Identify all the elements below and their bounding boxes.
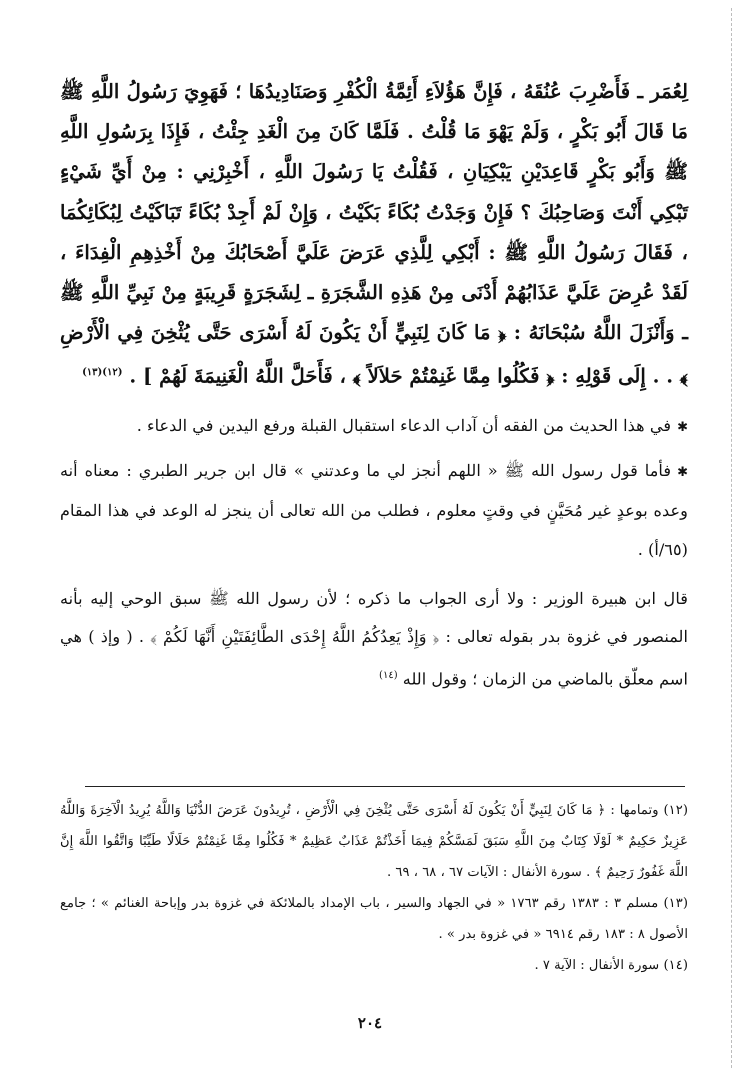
hadith-text: لِعُمَر ـ فَأَضْرِبَ عُنُقَهُ ، فَإِنَّ هَؤُلاَءِ أَئِمَّةُ الْكُفْرِ وَصَنَادِيدُهَا ؛ فَهَوِيَ رَسُولُ اللَّهِ ﷺ مَا قَالَ أَبُو بَكْرٍ ، وَلَمْ يَهْوَ مَا قُلْتُ . فَلَمَّا كَانَ مِنَ الْغَدِ جِئْتُ ، فَإِذَا بِرَسُولِ اللَّهِ ﷺ وَأَبُو بَكْرٍ قَاعِدَيْنِ يَبْكِيَانِ ، فَقُلْتُ يَا رَسُولَ اللَّهِ ، أَخْبِرْنِي : مِنْ أَيِّ شَيْءٍ تَبْكِي أَنْتَ وَصَاحِبُكَ ؟ فَإِنْ وَجَدْتُ بُكَاءً بَكَيْتُ ، وَإِنْ لَمْ أَجِدْ بُكَاءً تَبَاكَيْتُ لِبُكَائِكُمَا ، فَقَالَ رَسُولُ اللَّهِ ﷺ : أَبْكِي لِلَّذِي عَرَضَ عَلَيَّ أَصْحَابُكَ مِنْ أَخْذِهِمِ الْفِدَاءَ ، لَقَدْ عُرِضَ عَلَيَّ عَذَابُهُمْ أَدْنَى مِنْ هَذِهِ الشَّجَرَةِ ـ لِشَجَرَةٍ قَرِيبَةٍ مِنْ نَبِيِّ اللَّهِ ﷺ ـ وَأَنْزَلَ اللَّهُ سُبْحَانَهُ : ﴿ مَا كَانَ لِنَبِيٍّ أَنْ يَكُونَ لَهُ أَسْرَى حَتَّى يُثْخِنَ فِي الْأَرْضِ ﴾ . . إِلَى قَوْلِهِ : ﴿ فَكُلُوا مِمَّا غَنِمْتُمْ حَلاَلاً ﴾ ، فَأَحَلَّ اللَّهُ الْغَنِيمَةَ لَهُمْ ] . — [60, 80, 688, 388]
footnote-ref-12: (١٢) — [102, 367, 123, 379]
fiqh-note-paragraph — [60, 407, 688, 448]
footnote-ref-13: (١٣) — [82, 367, 103, 379]
main-text — [60, 72, 688, 699]
page-number: ٢٠٤ — [357, 1014, 383, 1032]
footnote-14: (١٤) سورة الأنفال : الآية ٧ . — [534, 958, 688, 973]
bullet-star-icon: ✱ — [677, 420, 688, 436]
tabari-note-text: فأما قول رسول الله ﷺ « اللهم أنجز لي ما وعدتني » قال ابن جرير الطبري : معناه أنه وعده بوعدٍ غير مُحَيَّنٍ في وقتٍ معلوم ، فطلب من الله تعالى أن ينجز له الوعد في هذا المقام (٦٥/أ) . — [60, 460, 688, 559]
tabari-note-paragraph — [60, 452, 688, 570]
footnote-ref-14: (١٤) — [379, 669, 398, 681]
footnote-13: (١٣) مسلم ٣ : ١٣٨٣ رقم ١٧٦٣ « في الجهاد والسير ، باب الإمداد بالملائكة في غزوة بدر وإباحة الغنائم » ؛ جامع الأصول ٨ : ١٨٣ رقم ٦٩١٤ « في غزوة بدر » . — [60, 896, 688, 942]
ibn-hubayra-text: قال ابن هبيرة الوزير : ولا أرى الجواب ما ذكره ؛ لأن رسول الله ﷺ سبق الوحي إليه بأنه المنصور في غزوة بدر بقوله تعالى : ﴿ وَإِذْ يَعِدُكُمُ اللَّهُ إِحْدَى الطَّائِفَتَيْنِ أَنَّهَا لَكُمْ ﴾ . ( وإذ ) هي اسم معلّق بالماضي من الزمان ؛ وقول الله — [60, 588, 688, 689]
hadith-paragraph — [60, 72, 688, 397]
footnote-12: (١٢) وتمامها : ﴿ مَا كَانَ لِنَبِيٍّ أَنْ يَكُونَ لَهُ أَسْرَى حَتَّى يُثْخِنَ فِي الْأَرْضِ ، تُرِيدُونَ عَرَضَ الدُّنْيَا وَاللَّهُ يُرِيدُ الْآخِرَةَ وَاللَّهُ عَزِيزٌ حَكِيمٌ * لَوْلَا كِتَابٌ مِنَ اللَّهِ سَبَقَ لَمَسَّكُمْ فِيمَا أَخَذْتُمْ عَذَابٌ عَظِيمٌ * فَكُلُوا مِمَّا غَنِمْتُمْ حَلَالًا طَيِّبًا وَاتَّقُوا اللَّهَ إِنَّ اللَّهَ غَفُورٌ رَحِيمٌ ﴾ . سورة الأنفال : الآيات ٦٧ ، ٦٨ ، ٦٩ . — [60, 803, 688, 880]
scan-edge-line — [731, 8, 732, 1068]
footnote-divider — [85, 786, 685, 787]
ibn-hubayra-paragraph — [60, 580, 688, 699]
fiqh-note-text: في هذا الحديث من الفقه أن آداب الدعاء استقبال القبلة ورفع اليدين في الدعاء . — [136, 416, 672, 436]
footnotes-block — [60, 795, 688, 981]
bullet-star-icon: ✱ — [677, 464, 688, 480]
